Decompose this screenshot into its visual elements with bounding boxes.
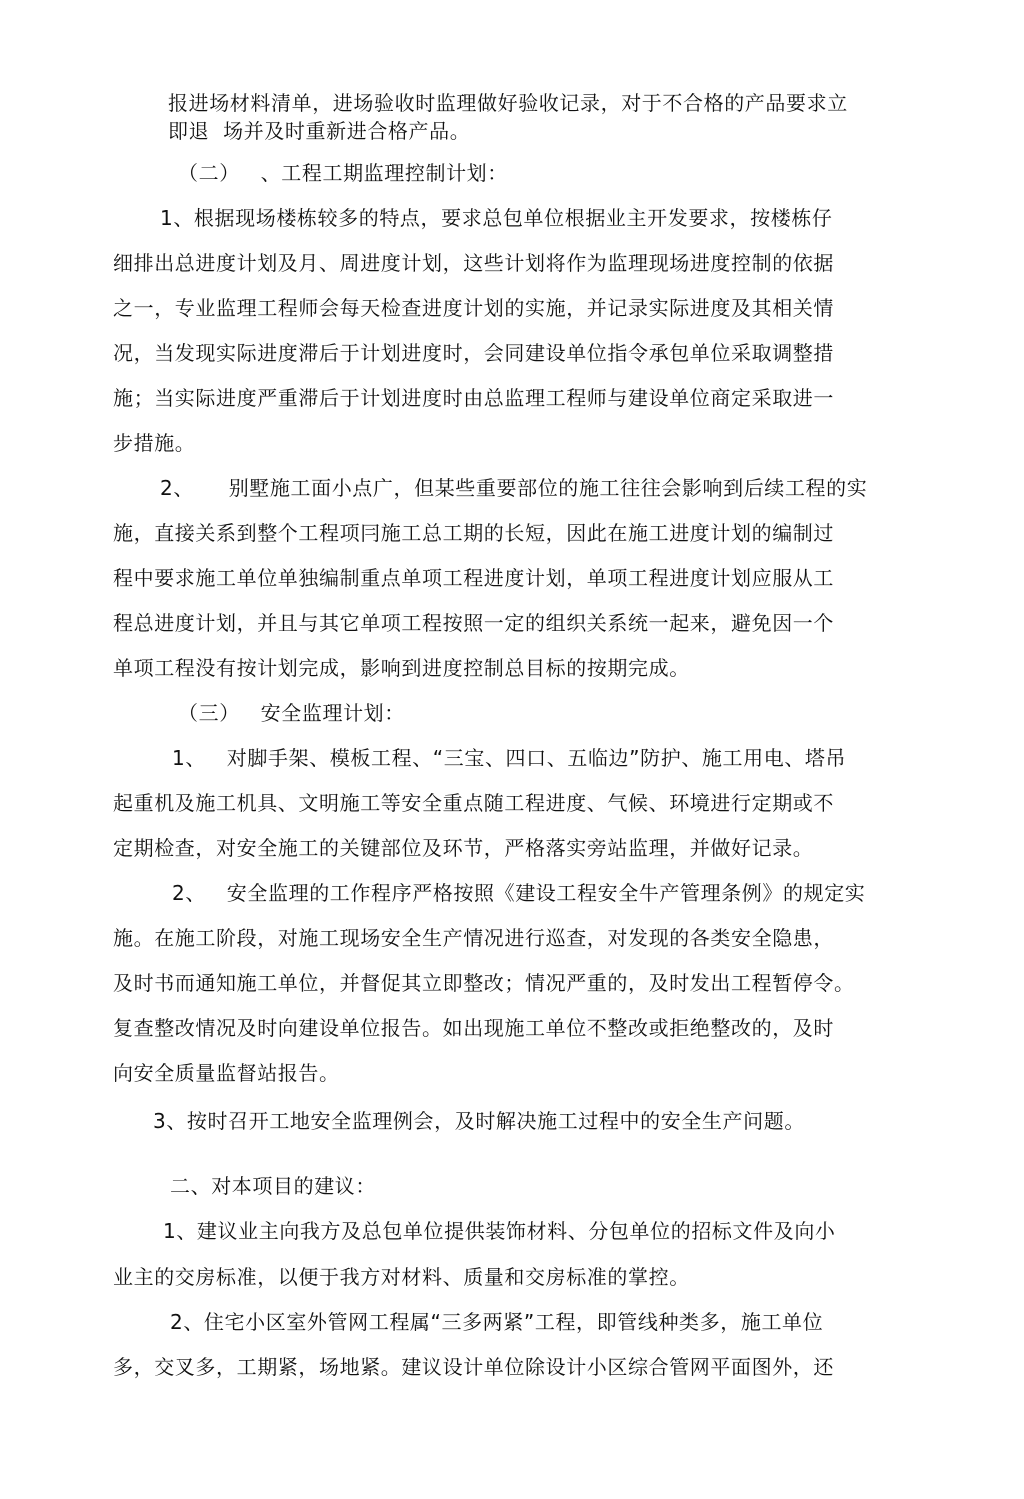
- text-line: 施，直接关系到整个工程项冃施工总工期的长短，因此在施工进度计划的编制过: [113, 521, 834, 545]
- text-line: 多，交叉多，工期紧，场地紧。建议设计单位除设计小区综合管网平面图外，还: [113, 1355, 834, 1379]
- text-line: 2、 别墅施工面小点广，但某些重要部位的施工往往会影响到后续工程的实: [160, 476, 868, 500]
- text-line: 3、按时召开工地安全监理例会，及时解决施工过程中的安全生产问题。: [153, 1109, 805, 1133]
- section-heading: （二） 、工程工期监理控制计划：: [178, 161, 508, 185]
- text-line: 施。在施工阶段，对施工现场安全生产情况进行巡查，对发现的各类安全隐患，: [113, 926, 834, 950]
- text-line: 1、根据现场楼栋较多的特点，要求总包单位根据业主开发要求，按楼栋仔: [160, 206, 833, 230]
- text-line: 细排出总进度计划及月、周进度计划，这些计划将作为监理现场进度控制的依据: [113, 251, 834, 275]
- text-line: 程中要求施工单位单独编制重点单项工程进度计划，单项工程进度计划应服从工: [113, 566, 834, 590]
- text-line: 2、 安全监理的工作程序严格按照《建设工程安全牛产管理条例》的规定实: [172, 881, 866, 905]
- text-line: 之一，专业监理工程师会每天检查进度计划的实施，并记录实际进度及其相关情: [113, 296, 834, 320]
- text-line: 起重机及施工机具、文明施工等安全重点随工程进度、气候、环境进行定期或不: [113, 791, 834, 815]
- section-heading: （三） 安全监理计划：: [178, 701, 405, 725]
- text-line: 即退 场并及时重新进合格产品。: [168, 119, 471, 143]
- text-line: 定期检查，对安全施工的关键部位及环节，严格落实旁站监理，并做好记录。: [113, 836, 814, 860]
- text-line: 1、 对脚手架、模板工程、“三宝、四口、五临边”防护、施工用电、塔吊: [172, 746, 847, 770]
- text-line: 复查整改情况及时向建设单位报告。如出现施工单位不整改或拒绝整改的，及时: [113, 1016, 834, 1040]
- text-line: 向安全质量监督站报告。: [113, 1061, 340, 1085]
- text-line: 及时书而通知施工单位，并督促其立即整改；情况严重的，及时发出工程暂停令。: [113, 971, 855, 995]
- text-line: 单项工程没有按计划完成，影响到进度控制总目标的按期完成。: [113, 656, 690, 680]
- text-line: 1、建议业主向我方及总包单位提供装饰材料、分包单位的招标文件及向小: [163, 1219, 836, 1243]
- text-line: 2、住宅小区室外管网工程属“三多两紧”工程，即管线种类多，施工单位: [170, 1310, 824, 1334]
- text-line: 步措施。: [113, 431, 196, 455]
- text-line: 施；当实际进度严重滞后于计划进度时由总监理工程师与建设单位商定采取进一: [113, 386, 834, 410]
- section-heading: 二、对本项目的建议：: [170, 1174, 376, 1198]
- text-line: 况，当发现实际进度滞后于计划进度时，会同建设单位指令承包单位采取调整措: [113, 341, 834, 365]
- text-line: 业主的交房标准，以便于我方对材料、质量和交房标准的掌控。: [113, 1265, 690, 1289]
- text-line: 程总进度计划，并且与其它单项工程按照一定的组织关系统一起来，避免因一个: [113, 611, 834, 635]
- text-line: 报进场材料清单，进场验收时监理做好验收记录，对于不合格的产品要求立: [168, 91, 848, 115]
